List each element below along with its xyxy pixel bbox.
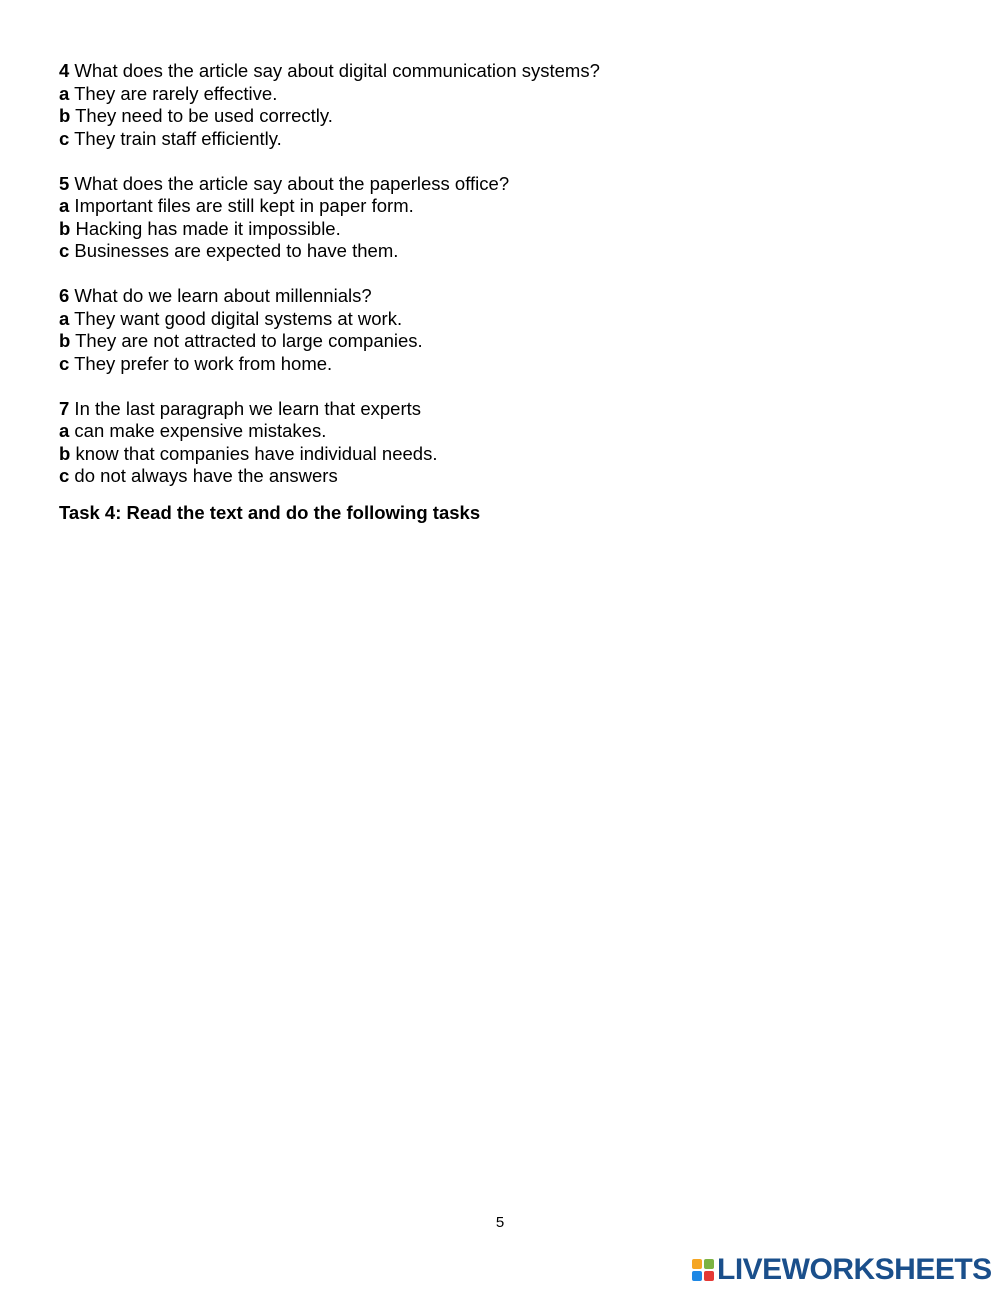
answer-option: [59, 128, 939, 151]
option-text: They need to be used correctly.: [70, 105, 333, 126]
question-6: [59, 285, 939, 375]
option-text: They prefer to work from home.: [69, 352, 333, 374]
option-text: do not always have the answers: [69, 465, 338, 486]
answer-option: [59, 240, 939, 263]
answer-option: [59, 195, 939, 218]
option-letter: a: [59, 82, 70, 104]
brand-logo: [692, 1253, 992, 1287]
option-letter: a: [59, 195, 70, 216]
option-text: know that companies have individual needs.: [70, 442, 438, 464]
answer-option: [59, 465, 939, 488]
question-stem: [59, 60, 939, 83]
option-letter: a: [59, 420, 70, 441]
question-text: What does the article say about the paperless office?: [69, 172, 510, 194]
logo-square: [692, 1259, 702, 1269]
option-letter: b: [59, 442, 71, 464]
logo-square: [692, 1271, 702, 1281]
option-letter: c: [59, 127, 70, 149]
option-letter: c: [59, 465, 70, 486]
question-7: [59, 398, 939, 488]
option-text: They want good digital systems at work.: [69, 307, 403, 329]
option-text: Important files are still kept in paper form.: [69, 195, 414, 216]
question-number: 4: [59, 60, 70, 81]
answer-option: [59, 443, 939, 466]
option-text: Hacking has made it impossible.: [70, 217, 341, 239]
question-stem: [59, 173, 939, 196]
option-letter: b: [59, 330, 71, 351]
option-text: Businesses are expected to have them.: [69, 240, 399, 261]
answer-option: [59, 83, 939, 106]
answer-option: [59, 218, 939, 241]
worksheet-content: [59, 60, 939, 525]
liveworksheets-logo-icon: [692, 1259, 714, 1281]
option-letter: a: [59, 307, 70, 329]
question-text: What does the article say about digital communication systems?: [69, 60, 600, 81]
question-text: What do we learn about millennials?: [69, 285, 372, 306]
answer-option: [59, 105, 939, 128]
answer-option: [59, 353, 939, 376]
question-stem: [59, 398, 939, 421]
brand-name: LIVEWORKSHEETS: [717, 1253, 992, 1286]
option-text: They are rarely effective.: [69, 82, 278, 104]
question-number: 7: [59, 397, 70, 419]
option-text: They are not attracted to large companies.: [70, 330, 423, 351]
page-number: 5: [495, 1214, 505, 1231]
option-letter: c: [59, 352, 70, 374]
question-text: In the last paragraph we learn that experts: [69, 397, 422, 419]
question-5: [59, 173, 939, 263]
answer-option: [59, 330, 939, 353]
answer-option: [59, 420, 939, 443]
logo-square: [704, 1259, 714, 1269]
option-letter: b: [59, 105, 71, 126]
question-stem: [59, 285, 939, 308]
task-heading: Task 4: Read the text and do the following tasks: [59, 502, 481, 523]
question-number: 5: [59, 172, 70, 194]
question-number: 6: [59, 285, 70, 306]
logo-square: [704, 1271, 714, 1281]
option-letter: c: [59, 240, 70, 261]
answer-option: [59, 308, 939, 331]
option-letter: b: [59, 217, 71, 239]
question-4: [59, 60, 939, 150]
option-text: can make expensive mistakes.: [69, 420, 327, 441]
option-text: They train staff efficiently.: [69, 127, 282, 149]
